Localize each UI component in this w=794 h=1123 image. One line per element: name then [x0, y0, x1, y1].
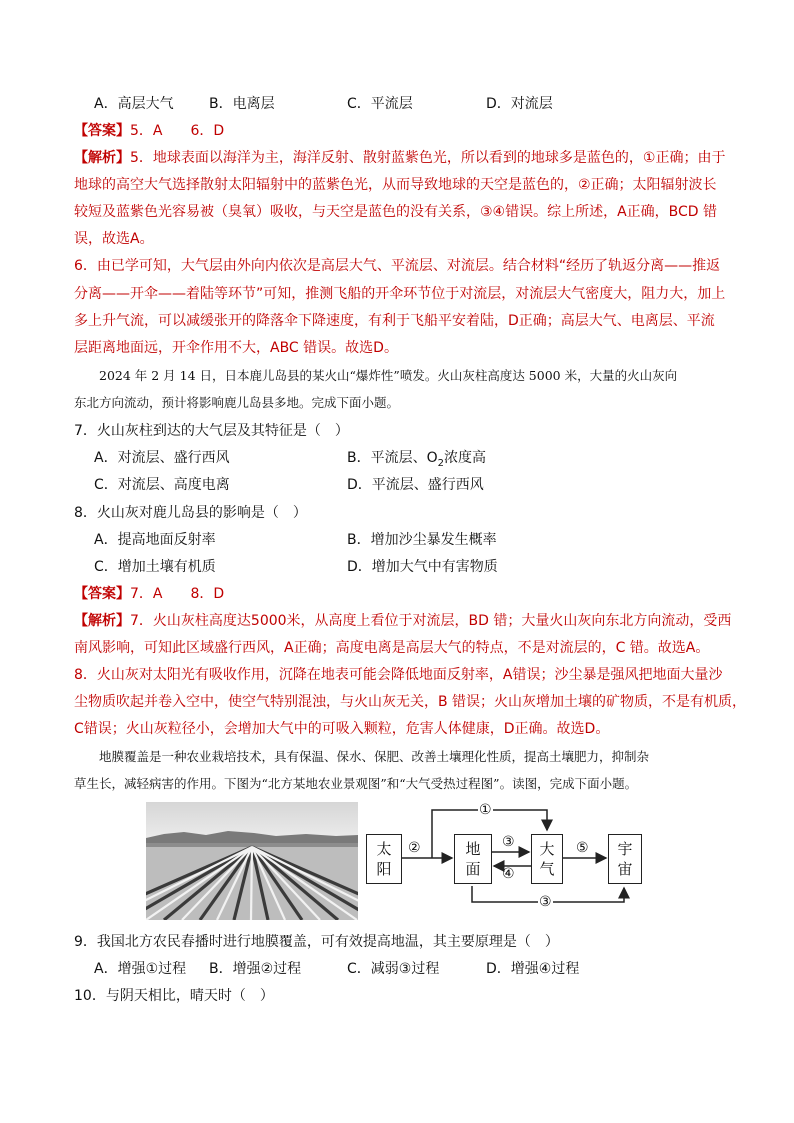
- answer-text: 5．A 6．D: [130, 123, 225, 139]
- analysis-line: 误，故选A。: [74, 231, 154, 247]
- answer-tag: 【答案】: [74, 586, 130, 602]
- process-5-label: ⑤: [576, 840, 589, 856]
- answer-text: 7．A 8．D: [130, 586, 225, 602]
- question-stem: 8．火山灰对鹿儿岛县的影响是（ ）: [74, 505, 307, 521]
- question-stem: 9．我国北方农民春播时进行地膜覆盖，可有效提高地温，其主要原理是（ ）: [74, 934, 559, 950]
- subscript: 2: [437, 457, 444, 469]
- analysis-line: 尘物质吹起并卷入空中，使空气特别混浊，与火山灰无关，B 错误；火山灰增加土壤的矿物质，不是有机质，: [74, 694, 747, 710]
- universe-label: 宇宙: [617, 840, 633, 878]
- analysis-line: [74, 611, 731, 631]
- option-b-text-end: 浓度高: [444, 450, 486, 466]
- answer-line: [74, 121, 224, 141]
- atmosphere-box: [531, 834, 563, 884]
- analysis-tag: 【解析】: [74, 613, 130, 629]
- option-a: A．提高地面反射率: [94, 532, 216, 548]
- sun-box: [366, 834, 402, 884]
- option-b: [347, 448, 486, 474]
- sun-label: 太阳: [376, 840, 392, 878]
- option-d: D．增加大气中有害物质: [347, 559, 498, 575]
- analysis-line: [74, 148, 725, 168]
- option-c: C．对流层、高度电离: [94, 477, 230, 493]
- option-d: D．对流层: [486, 96, 553, 112]
- analysis-line: 南风影响，可知此区域盛行西风，A正确；高度电离是高层大气的特点，不是对流层的，C 错。故选A。: [74, 640, 710, 656]
- option-c: C．减弱③过程: [347, 961, 440, 977]
- atmosphere-label: 大气: [539, 840, 555, 878]
- analysis-line: C错误；火山灰粒径小，会增加大气中的可吸入颗粒，危害人体健康，D正确。故选D。: [74, 721, 610, 737]
- option-b: B．电离层: [209, 96, 275, 112]
- analysis-tag: 【解析】: [74, 150, 130, 166]
- option-c: C．增加土壤有机质: [94, 559, 216, 575]
- option-b: B．增加沙尘暴发生概率: [347, 532, 497, 548]
- analysis-line: 分离——开伞——着陆等环节”可知，推测飞船的开伞环节位于对流层，对流层大气密度大，阻力大，加上: [74, 286, 726, 302]
- analysis-line: 较短及蓝紫色光容易被（臭氧）吸收，与天空是蓝色的没有关系，③④错误。综上所述，A正确，BCD 错: [74, 204, 718, 220]
- question-stem: 10．与阴天相比，晴天时（ ）: [74, 988, 274, 1004]
- material-text: 草生长，减轻病害的作用。下图为“北方某地农业景观图”和“大气受热过程图”。读图，完成下面小题。: [74, 776, 638, 791]
- material-text: 2024 年 2 月 14 日，日本鹿儿岛县的某火山“爆炸性”喷发。火山灰柱高度达 5000 米，大量的火山灰向: [74, 368, 678, 383]
- analysis-line: 6．由已学可知，大气层由外向内依次是高层大气、平流层、对流层。结合材料“经历了轨返分离——推返: [74, 258, 721, 274]
- process-3-label: ③: [502, 834, 515, 850]
- process-3b-label: ③: [539, 894, 552, 910]
- option-a: A．对流层、盛行西风: [94, 450, 230, 466]
- option-b: B．增强②过程: [209, 961, 302, 977]
- option-a: A．高层大气: [94, 96, 174, 112]
- analysis-text: 5．地球表面以海洋为主，海洋反射、散射蓝紫色光，所以看到的地球多是蓝色的，①正确；由于: [130, 150, 726, 166]
- process-4-label: ④: [502, 866, 515, 882]
- farmland-photo: [146, 802, 358, 920]
- process-1-label: ①: [479, 802, 492, 818]
- material-text: 地膜覆盖是一种农业栽培技术，具有保温、保水、保肥、改善土壤理化性质，提高土壤肥力，抑制杂: [74, 749, 650, 764]
- ground-label: 地面: [465, 840, 481, 878]
- material-text: 东北方向流动，预计将影响鹿儿岛县多地。完成下面小题。: [74, 395, 400, 410]
- option-a: A．增强①过程: [94, 961, 187, 977]
- analysis-line: 地球的高空大气选择散射太阳辐射中的蓝紫色光，从而导致地球的天空是蓝色的，②正确；太阳辐射波长: [74, 177, 717, 193]
- analysis-line: 层距离地面远，开伞作用不大，ABC 错误。故选D。: [74, 340, 398, 356]
- analysis-line: 多上升气流，可以减缓张开的降落伞下降速度，有利于飞船平安着陆，D正确；高层大气、电离层、平流: [74, 313, 715, 329]
- question-stem: 7．火山灰柱到达的大气层及其特征是（ ）: [74, 423, 349, 439]
- answer-line: [74, 584, 224, 604]
- analysis-text: 7．火山灰柱高度达5000米，从高度上看位于对流层，BD 错；大量火山灰向东北方向流动，受西: [130, 613, 732, 629]
- process-2-label: ②: [408, 840, 421, 856]
- analysis-line: 8．火山灰对太阳光有吸收作用，沉降在地表可能会降低地面反射率，A错误；沙尘暴是强风把地面大量沙: [74, 667, 723, 683]
- ground-box: [454, 834, 492, 884]
- option-d: D．平流层、盛行西风: [347, 477, 484, 493]
- option-b-text: B．平流层、O: [347, 450, 438, 466]
- answer-tag: 【答案】: [74, 123, 130, 139]
- atmosphere-heating-diagram: [362, 800, 652, 922]
- universe-box: [608, 834, 642, 884]
- option-d: D．增强④过程: [486, 961, 580, 977]
- option-c: C．平流层: [347, 96, 413, 112]
